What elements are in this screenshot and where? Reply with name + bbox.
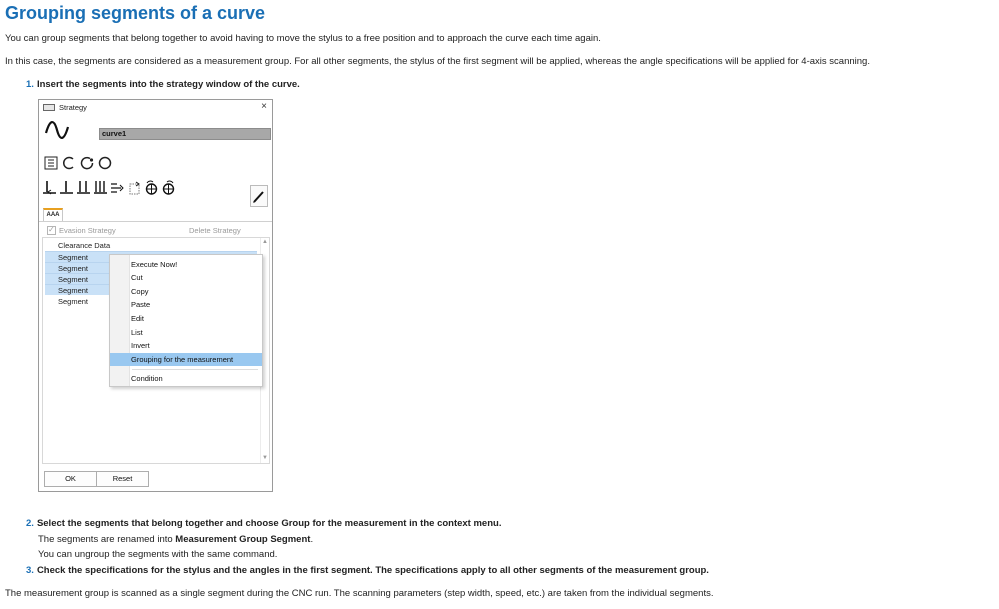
list-item[interactable]: Segment — [45, 262, 257, 273]
list-item[interactable]: Clearance Data — [58, 241, 111, 250]
target-rotate-alt-icon[interactable] — [160, 179, 176, 196]
window-app-icon — [43, 104, 55, 111]
window-title: Strategy — [59, 103, 87, 112]
ok-button[interactable]: OK — [44, 471, 97, 487]
target-rotate-icon[interactable] — [143, 179, 159, 196]
curve-icon — [44, 119, 70, 141]
curve-name-field[interactable]: curve1 — [99, 128, 271, 140]
pen-icon[interactable] — [250, 185, 268, 207]
step-2-note-1-post: . — [310, 534, 314, 545]
intro-paragraph-2: In this case, the segments are considered as a measurement group. For all other segments, the stylus of the first segment will be applied, whereas the angle specifications will be applied for 4-axis scanning. — [5, 56, 870, 67]
menu-separator — [132, 369, 258, 370]
list-item[interactable]: Segment — [45, 273, 257, 284]
close-icon[interactable]: × — [261, 101, 267, 112]
menu-item-invert[interactable]: Invert — [131, 341, 150, 350]
tab-active[interactable]: AAA — [43, 208, 63, 222]
window-footer — [39, 468, 272, 492]
step-3-number: 3. — [26, 565, 34, 576]
probe-down-icon[interactable] — [58, 179, 74, 196]
step-2-note-1 — [38, 534, 313, 545]
scroll-down-icon[interactable]: ▼ — [262, 455, 268, 461]
menu-item-condition[interactable]: Condition — [131, 374, 163, 383]
arc-rotate-icon[interactable] — [79, 154, 95, 171]
menu-item-paste[interactable]: Paste — [131, 300, 151, 309]
toolbar-row-1 — [43, 154, 113, 170]
probe-double-icon[interactable] — [75, 179, 91, 196]
page-title: Grouping segments of a curve — [5, 3, 266, 23]
scroll-up-icon[interactable]: ▲ — [262, 239, 268, 245]
step-3-text: Check the specifications for the stylus and the angles in the first segment. The specifications apply to all other segments of the measurement group. — [36, 565, 709, 576]
probe-multi-icon[interactable] — [92, 179, 108, 196]
step-2-text-bold: Group for the measurement — [281, 518, 407, 529]
circle-icon[interactable] — [97, 154, 113, 171]
intro-paragraph-1: You can group segments that belong together to avoid having to move the stylus to a free position and to approach the curve each time again. — [5, 33, 601, 44]
tab-divider — [39, 221, 272, 222]
strategy-list — [42, 237, 270, 464]
step-1 — [26, 79, 300, 90]
toolbar-row-2 — [41, 179, 176, 197]
menu-item-cut[interactable]: Cut — [131, 273, 143, 282]
menu-item-execute-now[interactable]: Execute Now! — [131, 260, 178, 269]
tab-bar — [39, 208, 272, 222]
step-2-note-1-bold: Measurement Group Segment — [175, 534, 311, 545]
evasion-strategy-label: Evasion Strategy — [59, 226, 116, 235]
menu-item-edit[interactable]: Edit — [131, 314, 144, 323]
step-2-number: 2. — [26, 518, 34, 529]
scan-arrow-icon[interactable] — [109, 179, 125, 196]
step-1-text: Insert the segments into the strategy window of the curve. — [36, 79, 300, 90]
step-2-note-2: You can ungroup the segments with the same command. — [38, 549, 278, 560]
closing-paragraph: The measurement group is scanned as a single segment during the CNC run. The scanning parameters (step width, speed, etc.) are taken from the individual segments. — [5, 588, 714, 599]
context-menu — [109, 254, 263, 387]
probe-left-icon[interactable] — [41, 179, 57, 196]
list-item[interactable]: Segment — [58, 297, 89, 306]
step-2 — [26, 518, 501, 529]
menu-item-grouping[interactable]: Grouping for the measurement — [110, 353, 262, 366]
list-item[interactable]: Segment — [45, 251, 257, 262]
reset-button[interactable]: Reset — [96, 471, 149, 487]
evasion-checkbox[interactable] — [47, 226, 56, 235]
step-2-note-1-pre: The segments are renamed into — [38, 534, 176, 545]
copy-page-icon[interactable] — [126, 179, 142, 196]
step-2-text-pre: Select the segments that belong together and choose — [36, 518, 282, 529]
window-titlebar — [39, 100, 272, 115]
step-1-number: 1. — [26, 79, 34, 90]
strategy-window — [38, 99, 273, 492]
list-item[interactable]: Segment — [45, 284, 257, 295]
menu-item-copy[interactable]: Copy — [131, 287, 149, 296]
arc-open-icon[interactable] — [61, 154, 77, 171]
delete-strategy-button[interactable]: Delete Strategy — [189, 226, 241, 235]
menu-item-list[interactable]: List — [131, 328, 143, 337]
step-3 — [26, 565, 709, 576]
grid-table-icon[interactable] — [43, 154, 59, 171]
step-2-text-post: in the context menu. — [406, 518, 502, 529]
